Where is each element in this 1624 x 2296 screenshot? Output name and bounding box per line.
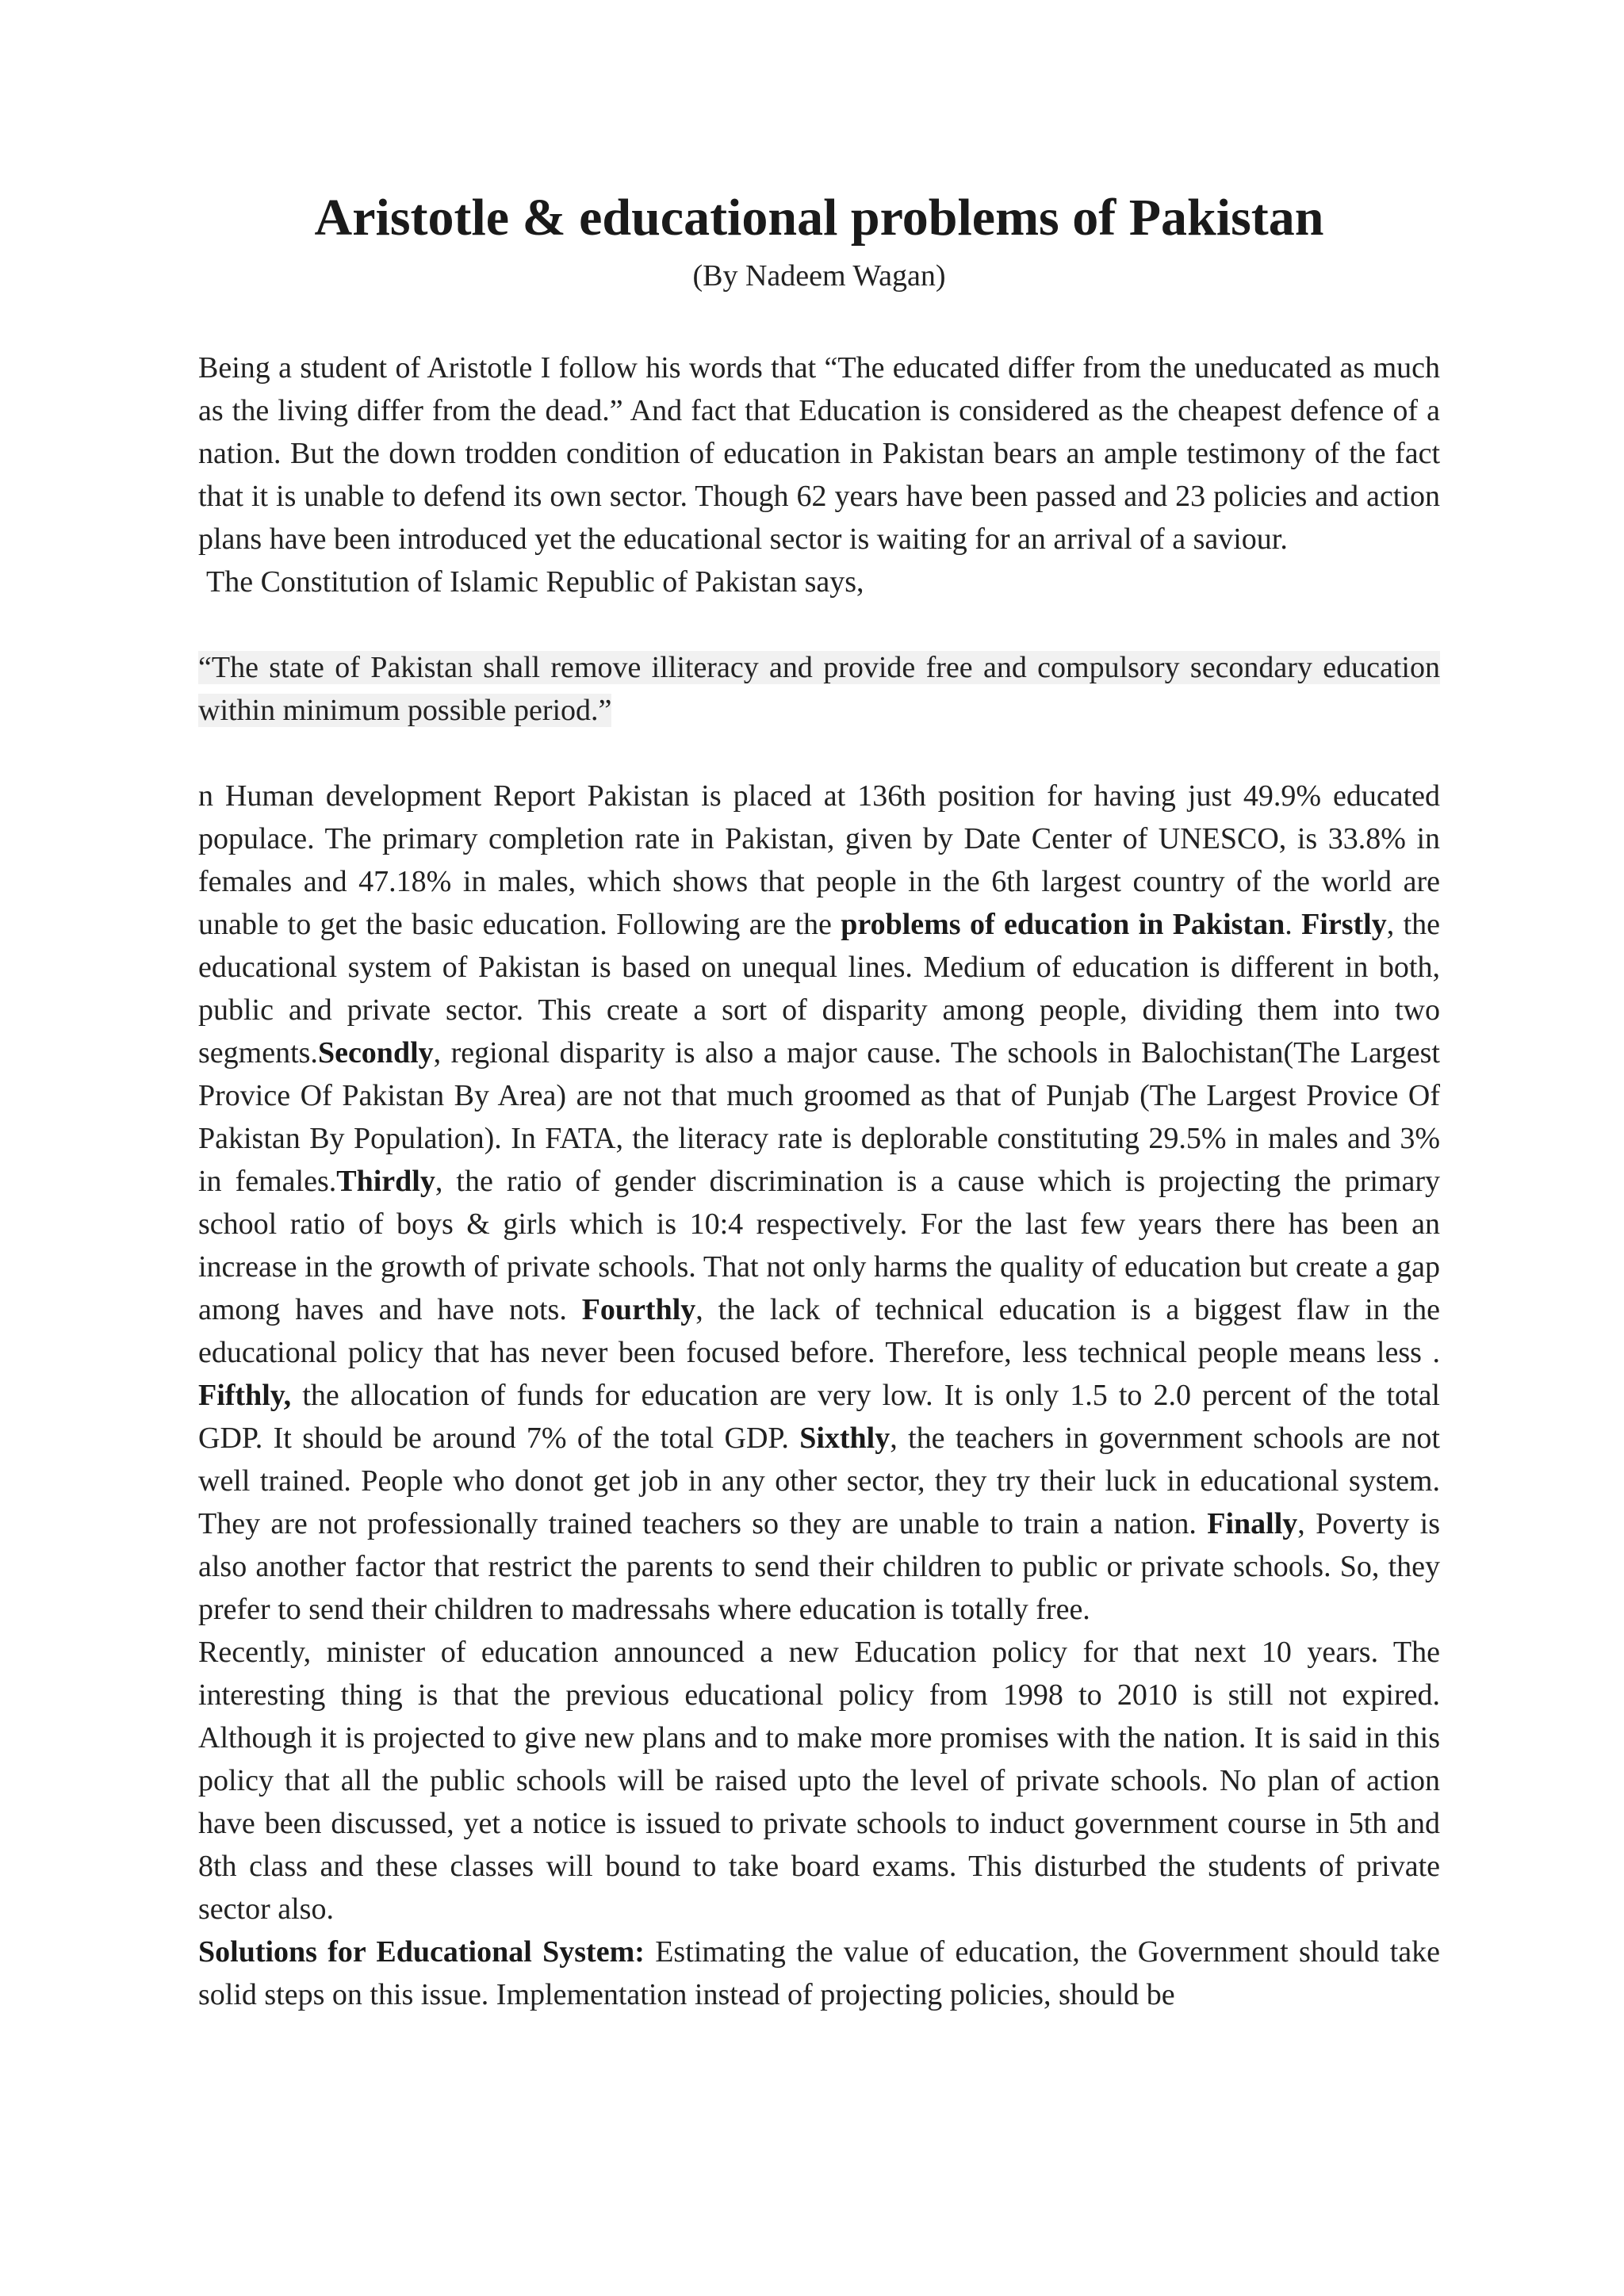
constitution-quote: [198, 646, 1440, 732]
policy-paragraph: Recently, minister of education announced a new Education policy for that next 10 years. The interesting thing is that the previous educational policy from 1998 to 2010 is still not expired. Although it is projected to give new plans and to make more promises with the nation. It is said in this policy that all the public schools will be raised upto the level of private schools. No plan of action have been discussed, yet a notice is issued to private schools to induct government course in 5th and 8th class and these classes will bound to take board exams. This disturbed the students of private sector also.: [198, 1635, 1440, 1926]
problems-paragraph: [198, 775, 1440, 1631]
document-title: Aristotle & educational problems of Pakistan: [314, 189, 1324, 247]
report-text-8: , the teachers in government schools are not well trained. People who donot get job in any other sector, they try their luck in educational system. They are not professionally trained teachers so they are unable to train a nation.: [198, 1421, 1440, 1540]
report-text-3: , the educational system of Pakistan is based on unequal lines. Medium of education is different in both, public and private sector. This create a sort of disparity among people, dividing them into two segments.: [198, 907, 1440, 1070]
solutions-heading: Solutions for Educational System:: [198, 1934, 645, 1969]
finally-label: Finally: [1207, 1506, 1298, 1540]
report-text-2: .: [1285, 907, 1302, 941]
secondly-label: Secondly: [317, 1035, 434, 1070]
sixthly-label: Sixthly: [799, 1421, 891, 1455]
report-text-4: , regional disparity is also a major cause. The schools in Balochistan(The Largest Provice Of Pakistan By Area) are not that much groomed as that of Punjab (The Largest Provice Of Pakistan By Population). In FATA, the literacy rate is deplorable constituting 29.5% in males and 3% in females.: [198, 1035, 1440, 1198]
report-text-1: n Human development Report Pakistan is placed at 136th position for having just 49.9% educated populace. The primary completion rate in Pakistan, given by Date Center of UNESCO, is 33.8% in females and 47.18% in males, which shows that people in the 6th largest country of the world are unable to get the basic education. Following are the: [198, 779, 1440, 941]
document-body: [198, 184, 1440, 2016]
intro-paragraph: Being a student of Aristotle I follow his words that “The educated differ from the uneducated as much as the living differ from the dead.” And fact that Education is considered as the cheapest defence of a nation. But the down trodden condition of education in Pakistan bears an ample testimony of the fact that it is unable to defend its own sector. Though 62 years have been passed and 23 policies and action plans have been introduced yet the educational sector is waiting for an arrival of a saviour.: [198, 350, 1440, 556]
fourthly-label: Fourthly: [581, 1292, 696, 1326]
solutions-text: Estimating the value of education, the Government should take solid steps on this issue. Implementation instead of projecting policies, should be: [198, 1934, 1440, 2011]
author-byline: (By Nadeem Wagan): [692, 258, 946, 293]
report-text-6: , the lack of technical education is a biggest flaw in the educational policy that has never been focused before. Therefore, less technical people means less .: [198, 1292, 1441, 1369]
problems-heading: problems of education in Pakistan: [841, 907, 1285, 941]
firstly-label: Firstly: [1301, 907, 1387, 941]
report-text-9: , Poverty is also another factor that restrict the parents to send their children to public or private schools. So, they prefer to send their children to madressahs where education is totally free.: [198, 1506, 1440, 1626]
solutions-paragraph: [198, 1931, 1440, 2016]
thirdly-label: Thirdly: [336, 1164, 435, 1198]
report-text-7: the allocation of funds for education are very low. It is only 1.5 to 2.0 percent of the total GDP. It should be around 7% of the total GDP.: [198, 1378, 1440, 1455]
constitution-intro: The Constitution of Islamic Republic of Pakistan says,: [206, 564, 864, 599]
report-text-5: , the ratio of gender discrimination is a cause which is projecting the primary school ratio of boys & girls which is 10:4 respectively. For the last few years there has been an increase in the growth of private schools. That not only harms the quality of education but create a gap among haves and have nots.: [198, 1164, 1440, 1326]
quote-text: “The state of Pakistan shall remove illiteracy and provide free and compulsory secondary education within minimum possible period.”: [198, 650, 1440, 727]
fifthly-label: Fifthly,: [198, 1378, 292, 1412]
